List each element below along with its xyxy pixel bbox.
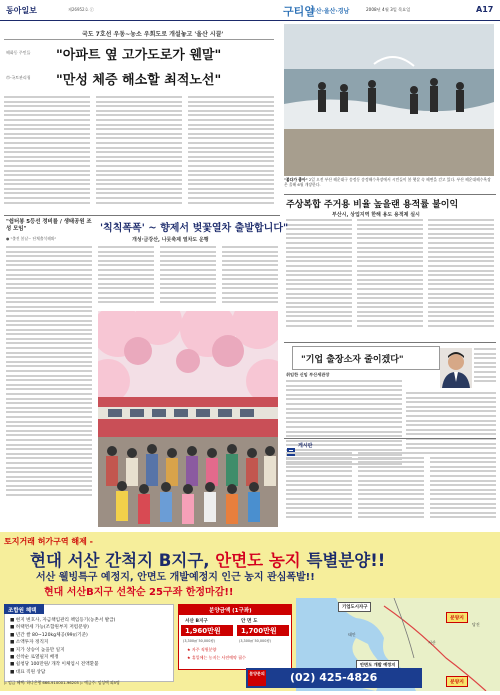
benefit-item: ■ 허택면세 가능(조합원부지 저렴분양) <box>10 625 89 631</box>
ad-subtitle-2: 현대 서산B지구 선착순 25구좌 한정마감!! <box>44 587 234 598</box>
story3-left-body <box>6 246 92 499</box>
benefit-item: ■ 현지 변호사, 자금책임관리 책임등기(농촌서 발급) <box>10 618 116 623</box>
map-label-anmyeondo: 안면도 개발 예정지 <box>356 660 399 670</box>
ad-subtitle-1: 서산 웰빙특구 예정지, 안면도 개발예정지 인근 농지 관심폭발!! <box>36 572 315 583</box>
story2-body <box>286 219 494 339</box>
beach-photo <box>284 24 494 176</box>
benefit-list <box>10 617 115 676</box>
photo-caption <box>284 178 494 192</box>
official-portrait <box>440 348 472 388</box>
story2-headline: 주상복합 주거용 비율 높을랜 용적률 불이익 <box>286 200 459 210</box>
lead-kicker: 국도 7호선 우동~농소 우회도로 개설놓고 '울산 시끌' <box>82 31 224 38</box>
price-value-2: 1,700만원 <box>241 627 277 635</box>
map-label-enterprise-city: 기업도시자구 <box>338 602 371 612</box>
benefit-item: ■ 대표 직원 상담 <box>10 669 46 675</box>
photo-caption-title: "봄다가 좋아" <box>284 177 308 182</box>
price-header-1: 서산 B지구 <box>185 619 208 624</box>
map-label-taean: 태안 <box>348 632 356 637</box>
benefit-item: ■ 지가 상승이 높을만 일지 <box>10 647 65 653</box>
price-unit-2: (3,300㎡ 50,000평) <box>239 639 271 643</box>
headline-2-label: 市·국토관리청 <box>6 75 31 80</box>
headline-1: "아파트 옆 고가도로가 웬말" <box>56 48 222 63</box>
story4-right-body <box>406 392 496 456</box>
map-label-sale-site-2: 분양지 <box>446 676 468 687</box>
issue-date: 2008년 4월 3일 목요일 <box>366 7 411 12</box>
price-note-2: ★ 휴일에는 농지는 사전예약 필수 <box>187 655 246 660</box>
price-box <box>178 604 292 670</box>
page-number: A17 <box>476 5 494 14</box>
story3-feature-sub: 개성·금강산, 나뭇축제 열차도 운행 <box>132 237 209 243</box>
portrait-side-text <box>474 348 496 385</box>
photo-caption-text: 2일 오전 부산 해운대구 송정동 송정해수욕장에서 시민들이 봄 햇살 속 해변을 걷고 있다. 부산 해운대해수욕장은 올해 6월 개장한다. <box>284 177 491 187</box>
price-title: 분양금액 (1구좌) <box>209 608 252 614</box>
headline-1-label: 해화동 주민들 <box>6 50 31 55</box>
ad-title-part2: 안면도 농지 <box>215 551 301 570</box>
lead-story-body <box>4 96 274 214</box>
notice-body <box>286 452 496 530</box>
newspaper-logo: 동아일보 <box>6 6 37 15</box>
section-title: 부산·울산·경남 <box>310 8 350 15</box>
story4-sub: 취임한 신임 부산세관장 <box>286 372 330 377</box>
page-header <box>0 0 500 21</box>
edition-number: 제26952호 ⓒ <box>68 7 94 12</box>
story3-kicker: "쉼터봉 5등선 정비를 / 생태공원 조성 모임" <box>6 219 92 232</box>
story3-feature-title: '칙칙폭폭' ~ 향제서 벚꽃열차 출발합니다" <box>100 223 289 234</box>
benefit-item: ■ 선착순 로열필지 배정 <box>10 655 59 661</box>
story3-feature-body <box>98 246 278 310</box>
ad-top-label: 토지거래 허가구역 해제 - <box>4 537 93 546</box>
ad-footer: ▷ 임금 혜택: 하나은행 666-910001-96205 ▷ 예금주: 임성택 외5명 <box>4 680 120 685</box>
price-unit-1: (3,300㎡ 50,000평) <box>183 639 215 643</box>
story4-quote: "기업 출장소자 줄이겠다" <box>301 355 404 365</box>
train-photo <box>98 311 278 527</box>
benefit-item: ■ 년간 쌀 80~120kg체공(99㎡기준) <box>10 632 88 638</box>
map-label-seosan: 서산 <box>428 640 436 645</box>
lead-story-headlines <box>4 27 274 97</box>
section-logo: 구티일 <box>283 5 315 18</box>
phone-number[interactable]: (02) 425-4826 <box>290 671 378 684</box>
phone-label: 분양문의 <box>248 670 266 686</box>
notice-title: 게시판 <box>298 443 313 449</box>
story4-quote-box <box>292 346 440 370</box>
benefit-title: 조합원 혜택 <box>8 608 37 614</box>
ad-title-part1: 현대 서산 간척지 B지구, <box>30 551 216 570</box>
headline-2: "만성 체증 해소할 최적노선" <box>56 73 222 88</box>
price-value-1: 1,960만원 <box>185 627 221 635</box>
ad-title-part3: 특별분양!! <box>300 551 386 570</box>
map-label-dangjin: 당진 <box>472 622 480 627</box>
map-label-sale-site-1: 분양지 <box>446 612 468 623</box>
story2-subhead: 부산시, 상업지역 한해 용도 용적제 실시 <box>332 212 420 218</box>
price-header-2: 안 면 도 <box>241 619 258 624</box>
price-note-1: ★ 자주 직원분양 <box>187 647 217 652</box>
benefit-item: ■ 쉼청당 100만원/ 개작 이체업시 전액환불 <box>10 662 99 668</box>
benefit-item: ■ 소액투자 정직지 <box>10 640 49 646</box>
story3-sub: ● "출전 봄날~ 단체출석해봐" <box>6 236 57 241</box>
